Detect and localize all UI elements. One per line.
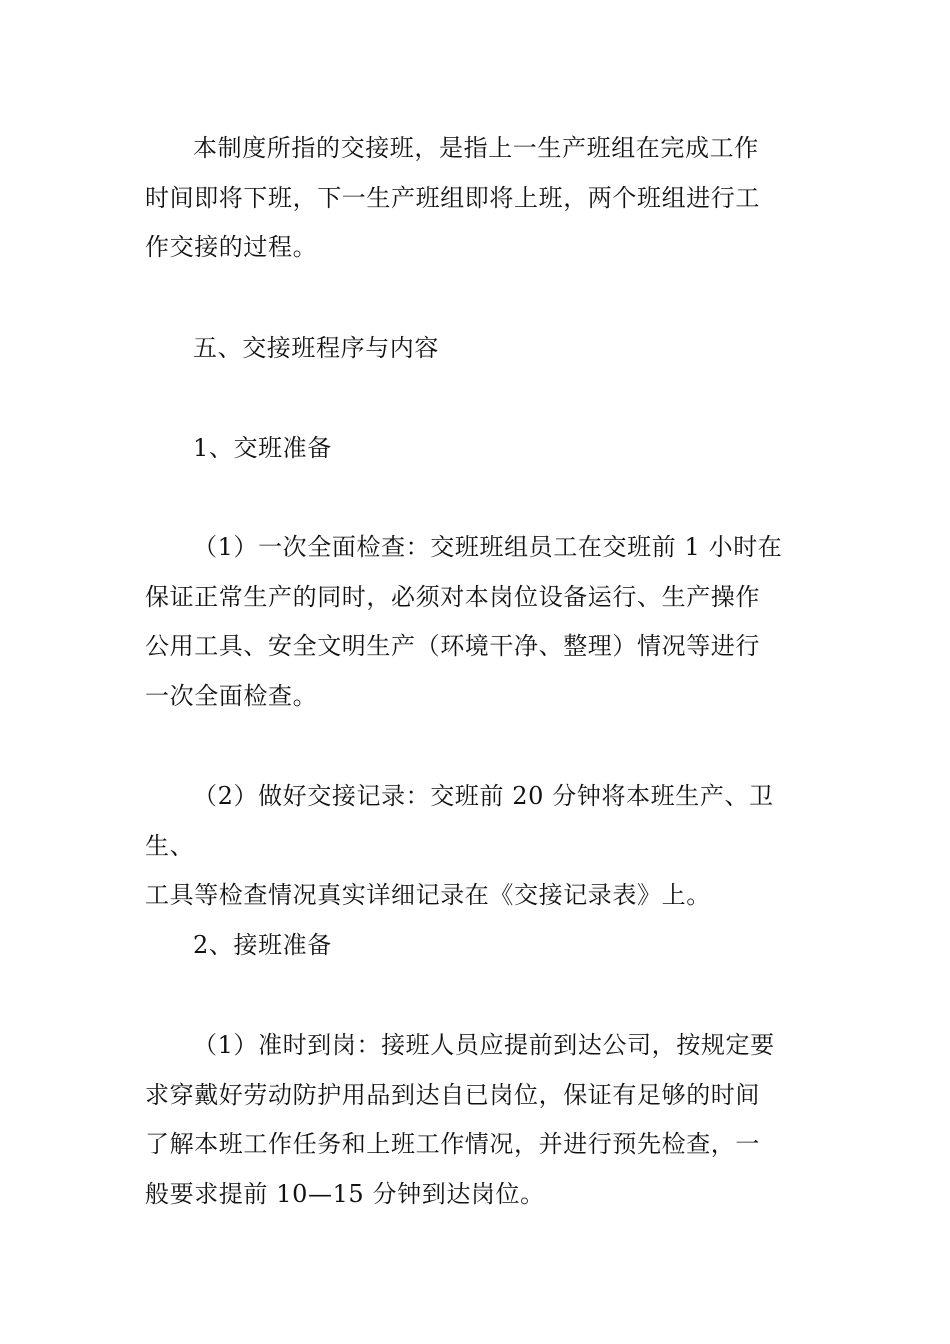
text-line: 工具等检查情况真实详细记录在《交接记录表》上。 xyxy=(145,881,711,909)
text-line: 求穿戴好劳动防护用品到达自已岗位，保证有足够的时间 xyxy=(145,1080,760,1109)
subheading-handover-preparation xyxy=(145,424,815,474)
text-line: 时间即将下班，下一生产班组即将上班，两个班组进行工 xyxy=(145,183,760,212)
paragraph-handover-record xyxy=(145,772,815,921)
text-line: 般要求提前 10—15 分钟到达岗位。 xyxy=(145,1179,545,1208)
section-heading-procedure xyxy=(145,324,815,374)
text-line: 1、交班准备 xyxy=(193,434,332,462)
text-line: 五、交接班程序与内容 xyxy=(193,334,439,362)
text-line: 了解本班工作任务和上班工作情况，并进行预先检查，一 xyxy=(145,1130,760,1158)
paragraph-on-time-arrival xyxy=(145,1021,815,1219)
text-line: 本制度所指的交接班，是指上一生产班组在完成工作 xyxy=(193,134,759,162)
text-line: 保证正常生产的同时，必须对本岗位设备运行、生产操作 xyxy=(145,582,760,611)
text-line: 作交接的过程。 xyxy=(145,233,318,261)
paragraph-shift-handover-definition xyxy=(145,124,815,273)
text-line: （1）准时到岗：接班人员应提前到达公司，按规定要 xyxy=(193,1031,775,1059)
text-line: 2、接班准备 xyxy=(193,931,332,959)
paragraph-full-inspection xyxy=(145,523,815,721)
subheading-takeover-preparation xyxy=(145,921,815,971)
text-line: （1）一次全面检查：交班班组员工在交班前 1 小时在 xyxy=(193,533,783,561)
text-line: 公用工具、安全文明生产（环境干净、整理）情况等进行 xyxy=(145,632,760,660)
text-line: 一次全面检查。 xyxy=(145,681,318,710)
text-line: （2）做好交接记录：交班前 20 分钟将本班生产、卫生、 xyxy=(145,782,774,860)
